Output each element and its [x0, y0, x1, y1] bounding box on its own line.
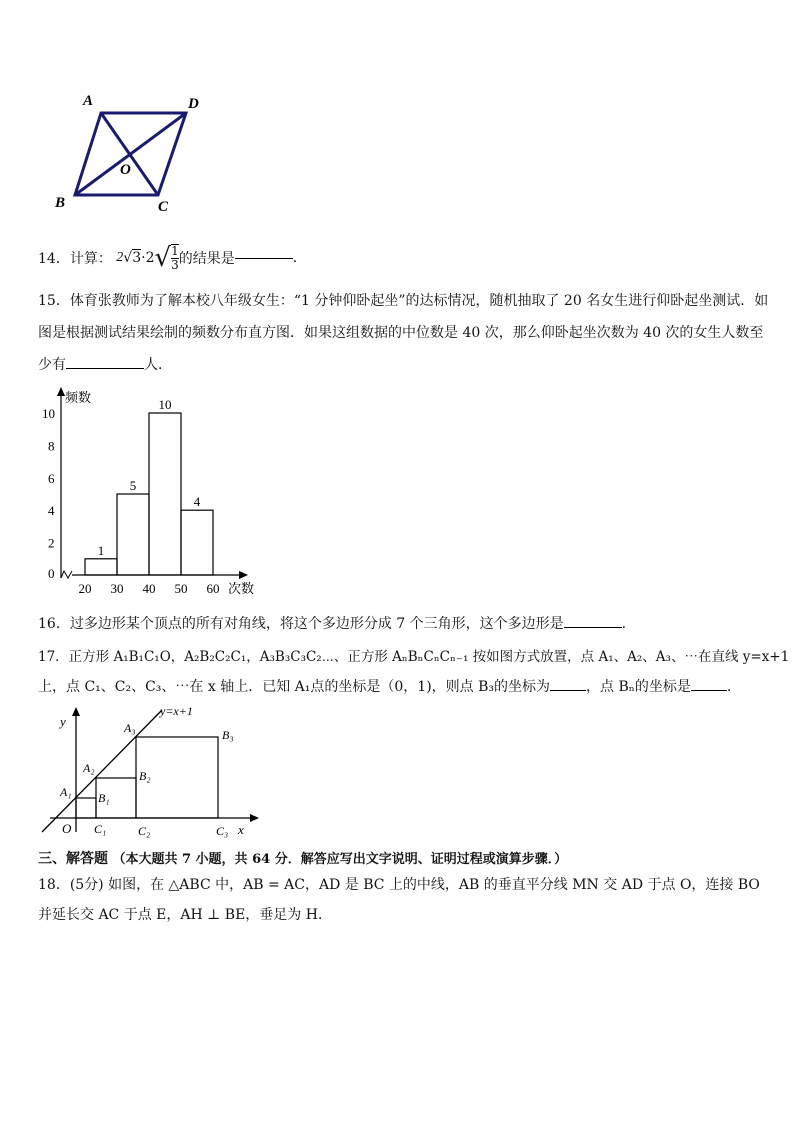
x-tick-label: 30: [110, 581, 124, 596]
q15-line3-prefix: 少有: [38, 357, 66, 373]
histogram-bar: [181, 510, 213, 575]
y-tick-label: 8: [48, 438, 55, 454]
diagonal-bd: [75, 113, 186, 195]
q17-answer-blank-1[interactable]: [550, 690, 586, 691]
q16-answer-blank[interactable]: [564, 627, 622, 628]
fig17-x-arrow: [250, 814, 259, 822]
x-tick-label: 50: [174, 581, 188, 596]
y-tick-label: 2: [48, 535, 55, 551]
q14-fraction: [171, 244, 179, 272]
bar-value-label: 5: [129, 478, 137, 493]
fig17-y-arrow: [72, 707, 80, 716]
squares-figure: [30, 702, 260, 842]
q14-coef: 2: [116, 250, 124, 265]
label-b: B: [55, 195, 66, 211]
x-tick-label: 60: [206, 581, 220, 596]
q14-sqrt-sign-2: √: [154, 243, 172, 273]
q17-answer-blank-2[interactable]: [691, 690, 727, 691]
q17-line-2: [38, 676, 731, 696]
q17-line2-a: 上，点 C₁、C₂、C₃、⋯在 x 轴上．已知 A₁点的坐标是（0，1)，则点 B₃的坐标为: [38, 679, 551, 695]
q15-line-3: [38, 354, 172, 374]
fig17-b1-label: B₁: [98, 791, 110, 805]
section-3-title: 三、解答题: [38, 851, 108, 867]
parallelogram-figure: [50, 88, 220, 218]
question-16: [38, 613, 626, 633]
q14-sqrt-sign: √: [123, 250, 133, 266]
q14-mid: ·2: [141, 250, 155, 266]
label-a: A: [83, 93, 94, 109]
histogram-bar: [117, 494, 149, 575]
fig17-x-label: x: [238, 822, 244, 837]
fig17-line-label: y=x+1: [160, 704, 193, 718]
x-tick-label: 20: [78, 581, 92, 596]
histogram-bar: [149, 413, 181, 575]
y-tick-label: 4: [48, 503, 55, 519]
fig17-b2-label: B₂: [139, 769, 151, 783]
label-c: C: [158, 199, 169, 215]
q18-line-1: 18．(5分) 如图，在 △ABC 中，AB = AC，AD 是 BC 上的中线，AB 的垂直平分线 MN 交 AD 于点 O，连接 BO: [38, 877, 760, 893]
q15-answer-blank[interactable]: [66, 368, 144, 369]
label-d: D: [188, 96, 199, 112]
q14-frac-num: 1: [171, 244, 179, 258]
section-3-note: （本大题共 7 小题，共 64 分．解答应写出文字说明、证明过程或演算步骤．）: [112, 852, 568, 867]
fig17-b3-label: B₃: [222, 728, 234, 742]
q17-line2-c: .: [726, 679, 732, 695]
q17-line2-b: ，点 Bₙ的坐标是: [586, 679, 691, 695]
x-axis-arrow: [239, 571, 248, 579]
q17-line-1: 17．正方形 A₁B₁C₁O，A₂B₂C₂C₁，A₃B₃C₃C₂⋯、正方形 AₙBₙCₙCₙ₋₁ 按如图方式放置，点 A₁、A₂、A₃、⋯在直线 y=x+1: [38, 649, 790, 665]
fig17-c1-label: C₁: [94, 822, 107, 836]
q16-end: .: [621, 616, 627, 632]
x-axis-title: 次数: [228, 582, 255, 597]
fig17-c2-label: C₂: [138, 824, 151, 838]
q14-suffix: 的结果是: [178, 251, 235, 267]
section-3-heading: [38, 848, 567, 868]
y-axis-title: 频数: [65, 391, 92, 406]
bar-value-label: 4: [193, 494, 201, 510]
q15-line3-suffix: 人．: [144, 357, 172, 373]
fig17-a3-label: A₃: [124, 721, 136, 735]
bar-value-label: 10: [158, 397, 172, 412]
q15-line-2: 图是根据测试结果绘制的频数分布直方图．如果这组数据的中位数是 40 次，那么仰卧起坐次数为 40 次的女生人数至: [38, 325, 764, 341]
q16-text: 16．过多边形某个顶点的所有对角线，将这个多边形分成 7 个三角形，这个多边形是: [38, 616, 564, 632]
x-tick-label: 40: [142, 581, 156, 596]
fig17-a2-label: A₂: [83, 761, 95, 775]
q14-frac-den: 3: [171, 258, 179, 272]
y-tick-label: 6: [48, 470, 55, 486]
q14-answer-blank[interactable]: [235, 258, 293, 259]
histogram-bar: [85, 559, 117, 575]
q18-line-2: 并延长交 AC 于点 E，AH ⊥ BE，垂足为 H．: [38, 907, 332, 923]
fig17-y-label: y: [60, 714, 66, 729]
fig17-c3-label: C₃: [216, 824, 229, 838]
x-axis-break: [61, 571, 72, 578]
fig17-a1-label: A₁: [60, 785, 72, 799]
y-axis-arrow: [57, 387, 65, 396]
y-tick-label: 10: [42, 406, 55, 421]
label-o: O: [120, 162, 131, 178]
question-14: [38, 243, 297, 277]
y-tick-label: 0: [48, 566, 55, 581]
bar-value-label: 1: [97, 542, 105, 558]
q14-end: .: [292, 250, 298, 266]
q14-prefix: 14．计算：: [38, 251, 112, 267]
fig17-o-label: O: [62, 821, 72, 836]
square-1: [76, 798, 96, 818]
q14-radicand: 3: [132, 250, 142, 266]
frequency-histogram: [30, 385, 270, 600]
q15-line-1: 15．体育张教师为了解本校八年级女生：“1 分钟仰卧起坐”的达标情况，随机抽取了 20 名女生进行仰卧起坐测试．如: [38, 293, 769, 309]
